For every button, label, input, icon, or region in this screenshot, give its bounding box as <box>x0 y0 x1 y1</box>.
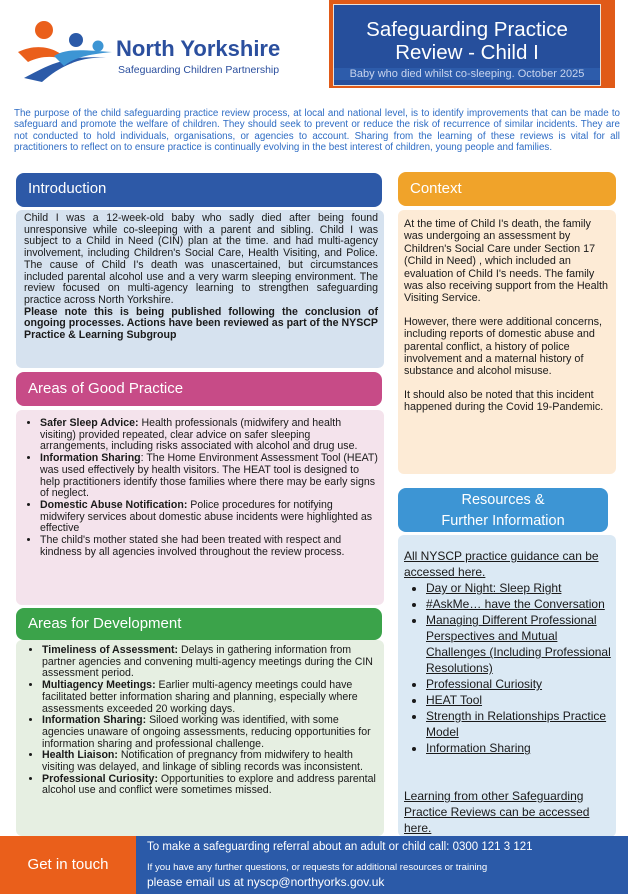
org-name: North Yorkshire <box>116 36 281 61</box>
good-practice-item: • Safer Sleep Advice: Health professionals (midwifery and health visiting) provided repeated, clear advice on safer sleeping arrangements, including risks associated with alcohol and drug use. <box>40 418 378 453</box>
heat-tool-link[interactable]: HEAT Tool <box>426 693 483 707</box>
introduction-body: Child I was a 12-week-old baby who sadly died after being found unresponsive while co-sleeping with a parent and sibling. Child I was subject to a Child in Need (CIN) plan at the time. and had multi-agency involvement, including Children's Social Care, Health Visiting, and Police. The cause of Child I's death was unascertained, but circumstances included parental alcohol use and a very warm sleeping environment. The review focused on multi-agency learning to strengthen safeguarding practice across North Yorkshire. <box>24 212 378 306</box>
resources-heading-line-1: Resources & <box>461 492 545 508</box>
context-paragraph: However, there were additional concerns, including reports of domestic abuse and parental conflict, a history of police involvement and a maternal history of substance and alcohol misuse. <box>404 315 603 378</box>
good-practice-item: • The child's mother stated she had been treated with respect and kindness by all agencies involved throughout the review process. <box>40 535 378 558</box>
development-item: • Health Liaison: Notification of pregnancy from midwifery to health visiting was delayed, and linkage of sibling records was inconsistent. <box>42 750 380 773</box>
context-box <box>398 210 616 474</box>
resources-heading-line-2: Further Information <box>441 513 565 529</box>
resources-box <box>398 535 616 837</box>
title-line-1: Safeguarding Practice <box>366 18 568 41</box>
good-practice-item: • Domestic Abuse Notification: Police procedures for notifying midwifery services about domestic abuse incidents were highlighted as effective <box>40 500 378 535</box>
purpose-statement: The purpose of the child safeguarding practice review process, at local and national level, is to identify improvements that can be made to safeguard and promote the welfare of children. They should seek to prevent or reduce the risk of recurrence of similar incidents. They are not conducted to hold individuals, organisations, or agencies to account. Sharing from the learning of these reviews is vital for all practitioners to reflect on to ensure practice is continually evolving in the best interest of children, young people and families. <box>14 108 620 154</box>
email-line[interactable]: please email us at nyscp@northyorks.gov.uk <box>147 875 385 889</box>
good-practice-list <box>22 418 378 558</box>
context-paragraph: At the time of Child I's death, the family was undergoing an assessment by Children's Social Care under Section 17 (Child in Need) , which included an evaluation of Child I's needs. The family was also receiving support from the Health Visiting Service. <box>404 218 609 305</box>
development-item: • Multiagency Meetings: Earlier multi-agency meetings could have facilitated better information sharing and planning, especially where assessments exceeded 20 working days. <box>42 680 380 715</box>
referral-line: To make a safeguarding referral about an adult or child call: 0300 121 3 121 <box>147 841 533 853</box>
information-sharing-link[interactable]: Information Sharing <box>426 741 531 755</box>
context-heading: Context <box>398 172 616 206</box>
development-item: • Timeliness of Assessment: Delays in gathering information from partner agencies and convening multi-agency meetings during the CIN assessment period. <box>42 645 380 680</box>
development-list <box>24 645 380 797</box>
development-box <box>16 640 384 836</box>
questions-line: If you have any further questions, or requests for additional resources or training <box>147 862 488 873</box>
learning-reviews-link[interactable]: Learning from other Safeguarding Practice Reviews can be accessed here. <box>404 789 590 835</box>
context-paragraph: It should also be noted that this incident happened during the Covid 19-Pandemic. <box>404 388 604 414</box>
resources-list <box>404 580 612 756</box>
strength-relationships-link[interactable]: Strength in Relationships Practice Model <box>426 709 607 739</box>
askme-link[interactable]: #AskMe… have the Conversation <box>426 597 605 611</box>
org-subtitle: Safeguarding Children Partnership <box>118 64 280 76</box>
development-item: • Information Sharing: Siloed working was identified, with some agencies unaware of ongoing assessments, reducing opportunities for information sharing and professional challenge. <box>42 715 380 750</box>
resources-heading <box>398 488 608 532</box>
introduction-note: Please note this is being published following the conclusion of ongoing processes. Actions have been reviewed as part of the NYSCP Practice & Learning Subgroup <box>24 305 378 342</box>
title-subtitle: Baby who died whilst co-sleeping. October 2025 <box>334 68 600 80</box>
sleep-right-link[interactable]: Day or Night: Sleep Right <box>426 581 562 595</box>
development-heading: Areas for Development <box>16 608 382 640</box>
good-practice-box <box>16 410 384 605</box>
title-box <box>333 4 601 86</box>
get-in-touch-label: Get in touch <box>0 836 136 894</box>
professional-curiosity-link[interactable]: Professional Curiosity <box>426 677 543 691</box>
logo-figures-icon <box>14 12 114 84</box>
introduction-box <box>16 210 384 368</box>
good-practice-heading: Areas of Good Practice <box>16 372 382 406</box>
good-practice-item: • Information Sharing: The Home Environment Assessment Tool (HEAT) was used effectively by health visitors. The HEAT tool is designed to help practitioners identify those families where there may be early signs of neglect. <box>40 453 378 500</box>
development-item: • Professional Curiosity: Opportunities to explore and address parental alcohol use and conflict were sometimes missed. <box>42 774 380 797</box>
professional-perspectives-link[interactable]: Managing Different Professional Perspectives and Mutual Challenges (Including Professional Resolutions) <box>426 613 611 675</box>
introduction-heading: Introduction <box>16 173 382 207</box>
title-line-2: Review - Child I <box>395 41 539 64</box>
all-guidance-link[interactable]: All NYSCP practice guidance can be accessed here. <box>404 549 599 579</box>
